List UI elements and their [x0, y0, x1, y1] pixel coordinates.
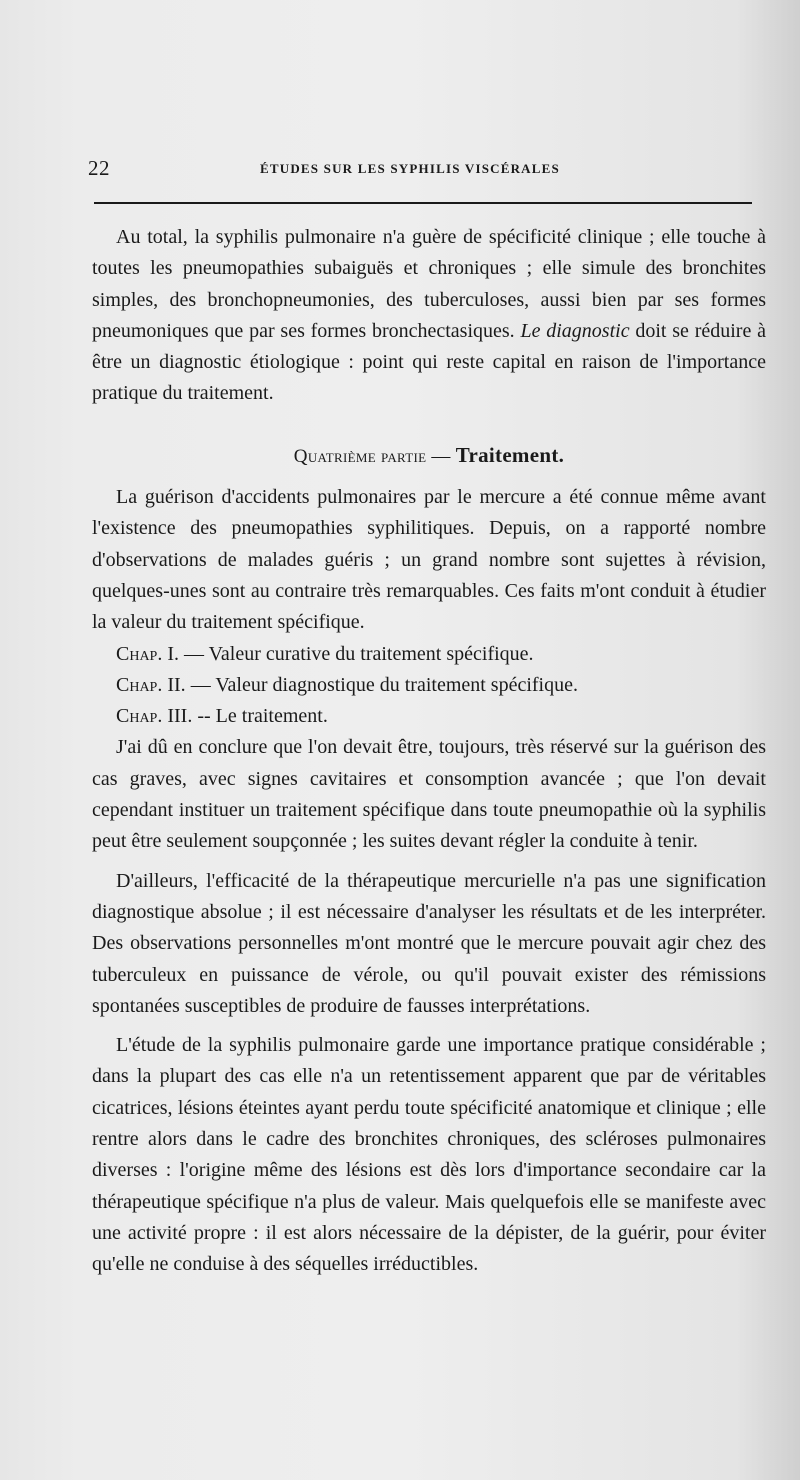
paragraph-summary-text: Au total, la syphilis pulmonaire n'a guère de spécificité clinique ; elle touche à toutes les pneumopathies subaiguës et chroniques ; elle simule des bronchites simples, des bronchopneumonies, des tuberculoses, aussi bien par ses formes pneumoniques que par ses formes bronchectasiques.	[92, 226, 766, 342]
chapter-title: — Valeur curative du traitement spécifique.	[184, 642, 534, 665]
chapter-label: Chap.	[116, 642, 163, 665]
chapter-number: III.	[167, 705, 193, 728]
paragraph-summary-text-end: doit se réduire à être un diagnostic étiologique : point qui reste capital en raison de l'importance pratique du traitement.	[92, 319, 766, 405]
paragraph-summary	[92, 222, 766, 410]
paragraph-efficacy: D'ailleurs, l'efficacité de la thérapeutique mercurielle n'a pas une signification diagnostique absolue ; il est nécessaire d'analyser les résultats et de les interpréter. Des observations personnelles m'ont montré que le mercure pouvait agir chez des tuberculeux en puissance de vérole, ou qu'il pouvait exister des rémissions spontanées susceptibles de produire de fausses interprétations.	[92, 869, 766, 1017]
chapter-label: Chap.	[116, 673, 163, 696]
part-dash: —	[426, 445, 456, 467]
chapter-entry	[92, 701, 766, 732]
chapter-entry	[92, 670, 766, 701]
emphasis-diagnostic: Le diagnostic	[520, 319, 630, 342]
page-number: 22	[88, 156, 110, 180]
body-text	[92, 222, 766, 1281]
chapter-number: II.	[167, 673, 186, 696]
chapter-title: -- Le traitement.	[197, 705, 328, 728]
paragraph-conclusion: J'ai dû en conclure que l'on devait être, toujours, très réservé sur la guérison des cas graves, avec signes cavitaires et consomption avancée ; que l'on devait cependant instituer un traitement spécifique dans toute pneumopathie où la syphilis peut être seulement soupçonnée ; les suites devant régler la conduite à tenir.	[92, 736, 766, 853]
chapter-title: — Valeur diagnostique du traitement spécifique.	[190, 673, 578, 696]
chapter-entry	[92, 639, 766, 670]
chapter-number: I.	[167, 642, 180, 665]
paragraph-intro: La guérison d'accidents pulmonaires par le mercure a été connue même avant l'existence des pneumopathies syphilitiques. Depuis, on a rapporté nombre d'observations de malades guéris ; un grand nombre sont sujettes à révision, quelques-unes sont au contraire très remarquables. Ces faits m'ont conduit à étudier la valeur du traitement spécifique.	[92, 486, 766, 634]
running-title: ÉTUDES SUR LES SYPHILIS VISCÉRALES	[260, 161, 560, 176]
chapter-label: Chap.	[116, 705, 163, 728]
paragraph-importance: L'étude de la syphilis pulmonaire garde une importance pratique considérable ; dans la plupart des cas elle n'a un retentissement apparent que par de véritables cicatrices, lésions éteintes ayant perdu toute spécificité anatomique et clinique ; elle rentre alors dans le cadre des bronchites chroniques, des scléroses pulmonaires diverses : l'origine même des lésions est dès lors d'importance secondaire car la thérapeutique spécifique n'a plus de valeur. Mais quelquefois elle se manifeste avec une activité propre : il est alors nécessaire de la dépister, de la guérir, pour éviter qu'elle ne conduise à des séquelles irréductibles.	[92, 1034, 766, 1276]
part-title: Traitement.	[455, 442, 565, 467]
part-label: Quatrième partie	[293, 445, 427, 467]
header-rule	[94, 202, 752, 204]
part-heading	[92, 440, 766, 472]
page-header	[88, 156, 752, 186]
